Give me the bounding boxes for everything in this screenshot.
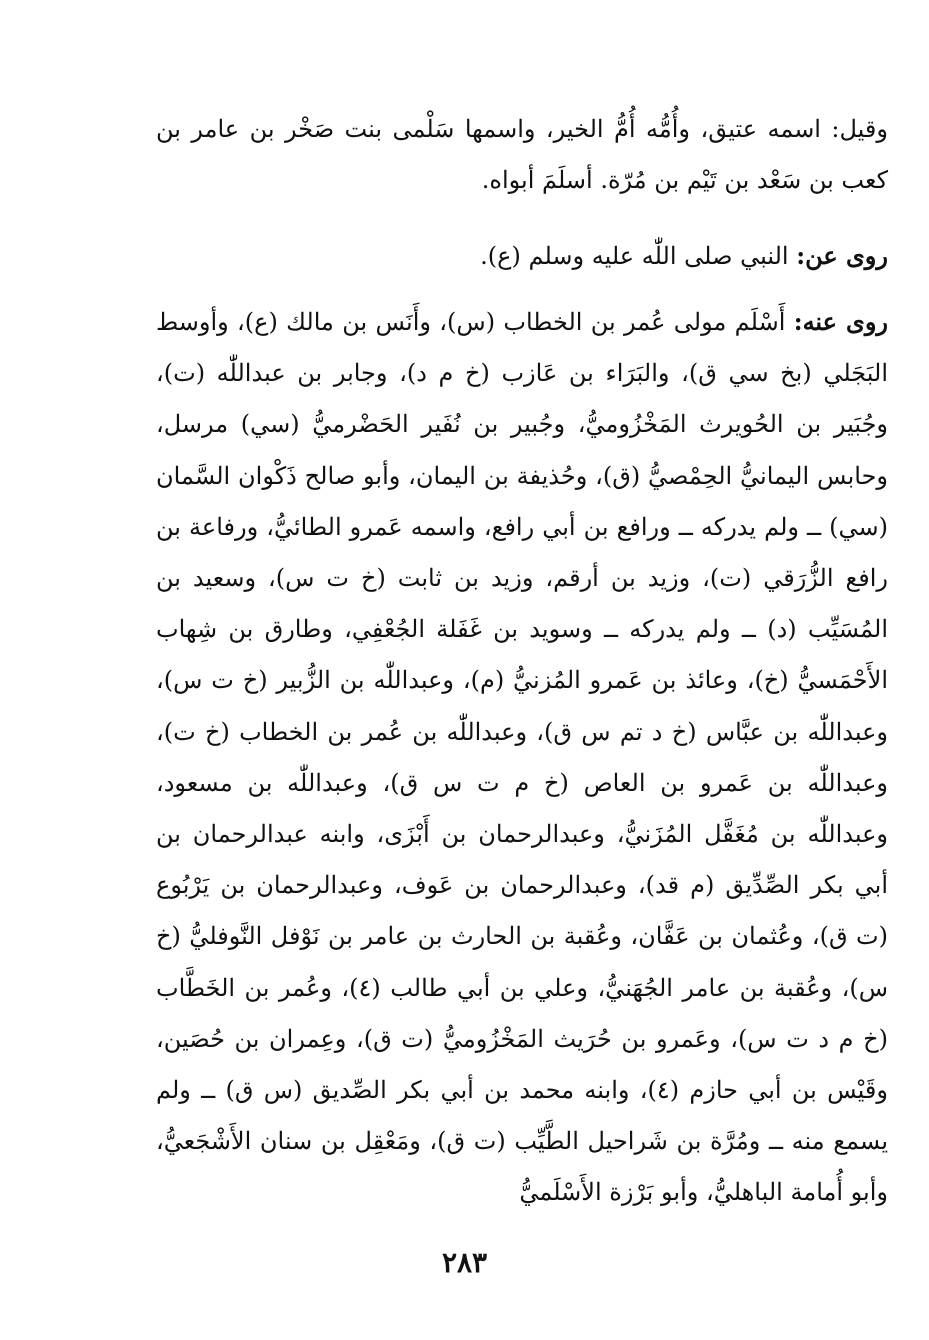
narrated-by-label: روى عنه: (793, 307, 888, 336)
intro-paragraph (156, 104, 888, 206)
narrated-from-paragraph (156, 230, 888, 282)
narrated-by-text: أَسْلَم مولى عُمر بن الخطاب (س)، وأَنَس بن مالك (ع)، وأوسط البَجَلي (بخ سي ق)، والبَرَاء بن عَازب (خ م د)، وجابر بن عبداللّٰه (ت)، وجُبَير بن الحُويرث المَخْزُوميُّ، وجُبير بن نُفَير الحَضْرميُّ (سي) مرسل، وحابس اليمانيُّ الحِمْصيُّ (ق)، وحُذيفة بن اليمان، وأبو صالح ذَكْوان السَّمان (سي) ــ ولم يدركه ــ ورافع بن أبي رافع، واسمه عَمرو الطائيُّ، ورفاعة بن رافع الزُّرَقي (ت)، وزيد بن أرقم، وزيد بن ثابت (خ ت س)، وسعيد بن المُسَيِّب (د) ــ ولم يدركه ــ وسويد بن غَفَلة الجُعْفِي، وطارق بن شِهاب الأَحْمَسيُّ (خ)، وعائذ بن عَمرو المُزنيُّ (م)، وعبداللّٰه بن الزُّبير (خ ت س)، وعبداللّٰه بن عبَّاس (خ د تم س ق)، وعبداللّٰه بن عُمر بن الخطاب (خ ت)، وعبداللّٰه بن عَمرو بن العاص (خ م ت س ق)، وعبداللّٰه بن مسعود، وعبداللّٰه بن مُغَفَّل المُزَنيُّ، وعبدالرحمان بن أَبْزَى، وابنه عبدالرحمان بن أبي بكر الصِّدِّيق (م قد)، وعبدالرحمان بن عَوف، وعبدالرحمان بن يَرْبُوع (ت ق)، وعُثمان بن عَفَّان، وعُقبة بن الحارث بن عامر بن نَوْفل النَّوفليُّ (خ س)، وعُقبة بن عامر الجُهَنيُّ، وعلي بن أبي طالب (٤)، وعُمر بن الخَطَّاب (خ م د ت س)، وعَمرو بن حُرَيث المَخْزُوميُّ (ت ق)، وعِمران بن حُصَين، وقَيْس بن أبي حازم (٤)، وابنه محمد بن أبي بكر الصِّديق (س ق) ــ ولم يسمع منه ــ ومُرَّة بن شَراحيل الطَّيِّب (ت ق)، ومَعْقِل بن سنان الأَشْجَعيُّ، وأبو أُمامة الباهليُّ، وأبو بَرْزة الأَسْلَميُّ (156, 308, 888, 1207)
narrated-from-text: النبي صلى اللّٰه عليه وسلم (ع). (480, 242, 789, 270)
narrated-from-label: روى عن: (796, 241, 888, 270)
narrated-by-paragraph (156, 296, 888, 1219)
page-number: ٢٨٣ (441, 1246, 488, 1279)
intro-text: وقيل: اسمه عتيق، وأُمُّه أُمُّ الخير، واسمها سَلْمى بنت صَخْر بن عامر بن كعب بن سَعْد بن تَيْم بن مُرّة. أسلَمَ أبواه. (156, 115, 888, 195)
